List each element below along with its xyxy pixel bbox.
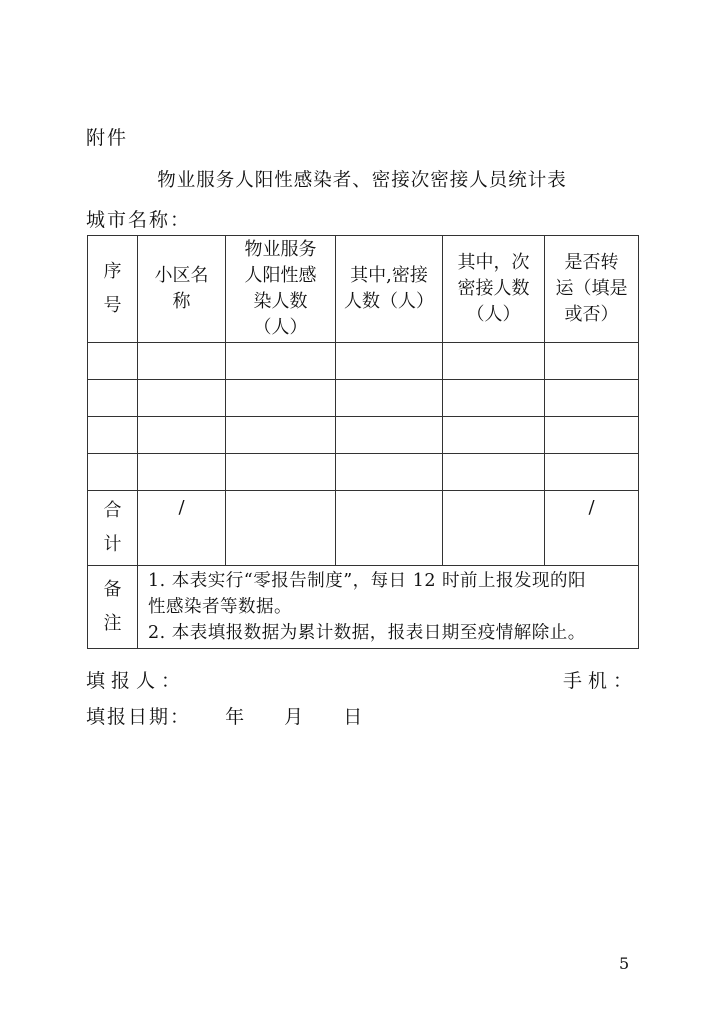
total-community-slash: / <box>138 491 226 566</box>
table-cell[interactable] <box>226 454 336 491</box>
remarks-line-1: 1. 本表实行“零报告制度”，每日 12 时前上报发现的阳 <box>148 571 587 591</box>
table-cell[interactable] <box>88 454 138 491</box>
header-transferred: 是否转 运（填是 或否） <box>545 236 639 343</box>
header-row <box>88 236 639 343</box>
table-cell[interactable] <box>88 380 138 417</box>
header-secondary-contacts: 其中，次 密接人数 （人） <box>443 236 545 343</box>
total-label: 合 计 <box>88 491 138 566</box>
table-row <box>88 380 639 417</box>
remarks-line-3: 2. 本表填报数据为累计数据，报表日期至疫情解除止。 <box>148 623 586 643</box>
total-row <box>88 491 639 566</box>
table-cell[interactable] <box>443 343 545 380</box>
table-cell[interactable] <box>88 343 138 380</box>
table-cell[interactable] <box>138 343 226 380</box>
form-title: 物业服务人阳性感染者、密接次密接人员统计表 <box>157 170 567 191</box>
table-cell[interactable] <box>226 380 336 417</box>
table-cell[interactable] <box>138 454 226 491</box>
remarks-row <box>88 566 639 649</box>
table-cell[interactable] <box>545 417 639 454</box>
table-cell[interactable] <box>545 454 639 491</box>
table-cell[interactable] <box>226 417 336 454</box>
remarks-label: 备 注 <box>88 566 138 649</box>
table-cell[interactable] <box>226 343 336 380</box>
statistics-table <box>87 235 639 649</box>
report-date-label: 填报日期： <box>86 706 192 728</box>
phone-label: 手机： <box>562 670 638 692</box>
total-secondary-cell[interactable] <box>443 491 545 566</box>
table-row <box>88 343 639 380</box>
day-unit: 日 <box>343 706 365 728</box>
table-cell[interactable] <box>545 343 639 380</box>
table-row <box>88 454 639 491</box>
table-cell[interactable] <box>443 454 545 491</box>
table-cell[interactable] <box>336 343 443 380</box>
year-unit: 年 <box>225 706 247 728</box>
table-cell[interactable] <box>88 417 138 454</box>
header-seq: 序 号 <box>88 236 138 343</box>
table-cell[interactable] <box>138 380 226 417</box>
table-row <box>88 417 639 454</box>
total-transfer-slash: / <box>545 491 639 566</box>
table-cell[interactable] <box>336 417 443 454</box>
remarks-text <box>138 566 639 649</box>
table-cell[interactable] <box>336 380 443 417</box>
report-date <box>86 702 364 729</box>
header-community: 小区名 称 <box>138 236 226 343</box>
header-positive-count: 物业服务 人阳性感 染人数 （人） <box>226 236 336 343</box>
header-close-contacts: 其中,密接 人数（人） <box>336 236 443 343</box>
month-unit: 月 <box>284 706 306 728</box>
filler-label: 填报人： <box>86 670 187 692</box>
city-name-label: 城市名称： <box>86 209 192 231</box>
total-close-cell[interactable] <box>336 491 443 566</box>
table-cell[interactable] <box>138 417 226 454</box>
table-cell[interactable] <box>443 380 545 417</box>
table-cell[interactable] <box>545 380 639 417</box>
table-cell[interactable] <box>443 417 545 454</box>
page-number: 5 <box>619 954 630 973</box>
total-positive-cell[interactable] <box>226 491 336 566</box>
attachment-label: 附件 <box>86 127 129 149</box>
remarks-line-2: 性感染者等数据。 <box>148 597 292 617</box>
table-cell[interactable] <box>336 454 443 491</box>
